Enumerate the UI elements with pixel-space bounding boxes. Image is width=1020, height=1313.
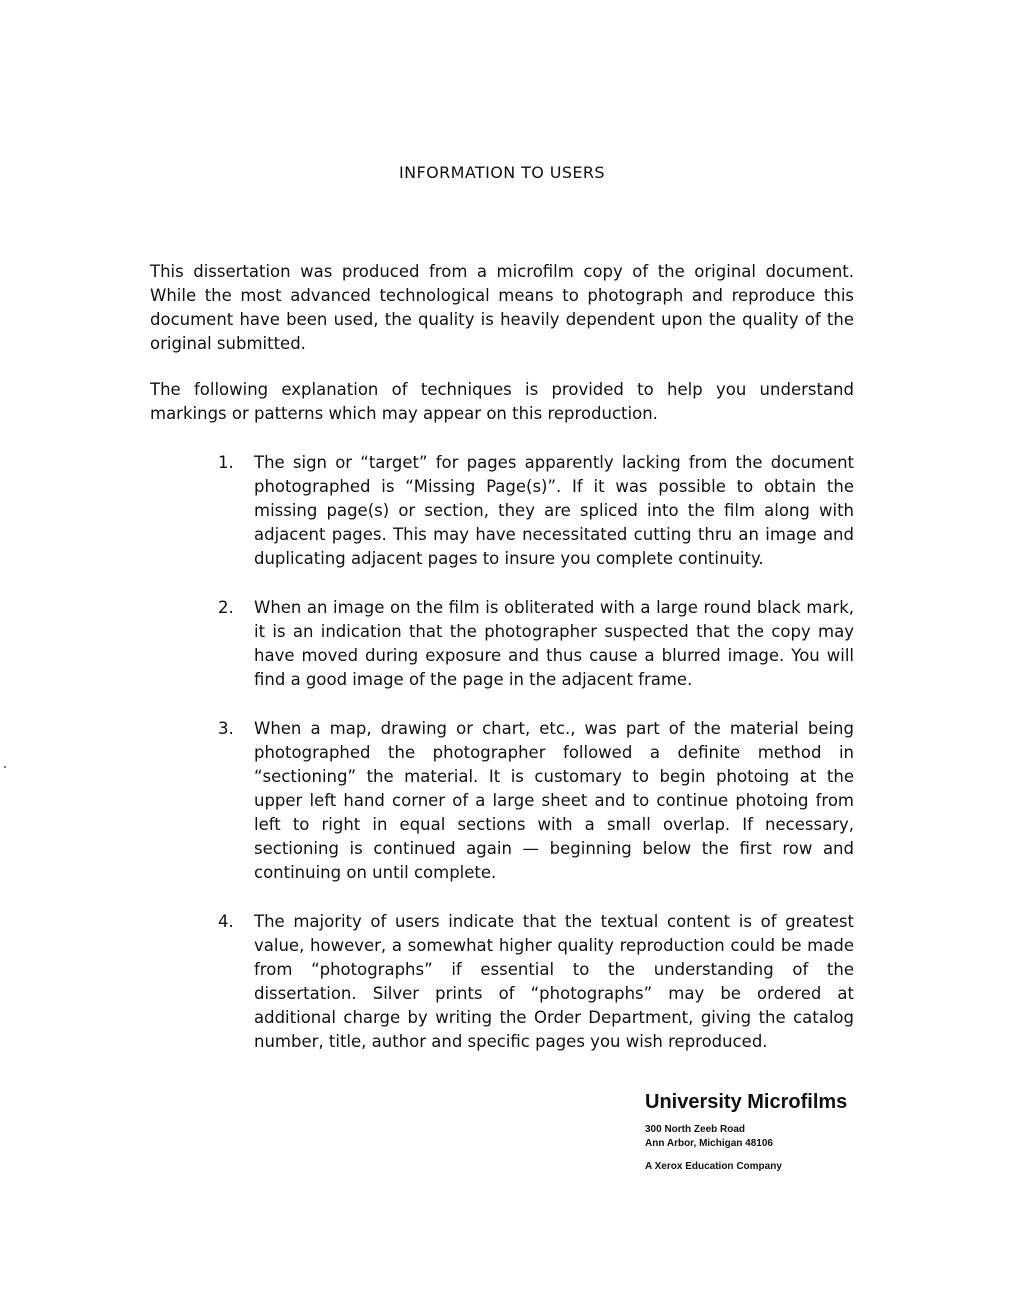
list-item-text: The majority of users indicate that the textual content is of greatest value, however, a somewhat higher quality reproduction could be made from “photographs” if essential to the understanding of the dissertation. Silver prints of “photographs” may be ordered at additional charge by writing the Order Department, giving the catalog number, title, author and specific pages you wish reproduced.	[254, 912, 854, 1051]
list-item	[218, 596, 854, 692]
publisher-address-city: Ann Arbor, Michigan 48106	[645, 1138, 773, 1149]
page-title: INFORMATION TO USERS	[399, 163, 605, 182]
list-item-number: 4.	[218, 912, 234, 931]
list-item-number: 1.	[218, 453, 234, 472]
scan-speck	[4, 766, 6, 768]
list-item	[218, 451, 854, 571]
publisher-company: A Xerox Education Company	[645, 1161, 782, 1172]
list-item	[218, 717, 854, 885]
list-item-number: 3.	[218, 719, 234, 738]
publisher-name: University Microfilms	[645, 1091, 848, 1113]
explanation-paragraph: The following explanation of techniques is provided to help you understand markings or patterns which may appear on this reproduction.	[150, 380, 854, 423]
techniques-list	[218, 451, 854, 1079]
list-item	[218, 910, 854, 1054]
publisher-block	[645, 1090, 847, 1174]
list-item-text: When a map, drawing or chart, etc., was part of the material being photographed the photographer followed a definite method in “sectioning” the material. It is customary to begin photoing at the upper left hand corner of a large sheet and to continue photoing from left to right in equal sections with a small overlap. If necessary, sectioning is continued again — beginning below the first row and continuing on until complete.	[254, 719, 854, 882]
intro-paragraph: This dissertation was produced from a microfilm copy of the original document. While the most advanced technological means to photograph and reproduce this document have been used, the quality is heavily dependent upon the quality of the original submitted.	[150, 262, 854, 353]
list-item-number: 2.	[218, 598, 234, 617]
publisher-address-street: 300 North Zeeb Road	[645, 1124, 746, 1135]
list-item-text: The sign or “target” for pages apparently lacking from the document photographed is “Missing Page(s)”. If it was possible to obtain the missing page(s) or section, they are spliced into the film along with adjacent pages. This may have necessitated cutting thru an image and duplicating adjacent pages to insure you complete continuity.	[254, 453, 854, 568]
list-item-text: When an image on the film is obliterated with a large round black mark, it is an indication that the photographer suspected that the copy may have moved during exposure and thus cause a blurred image. You will find a good image of the page in the adjacent frame.	[254, 598, 854, 689]
